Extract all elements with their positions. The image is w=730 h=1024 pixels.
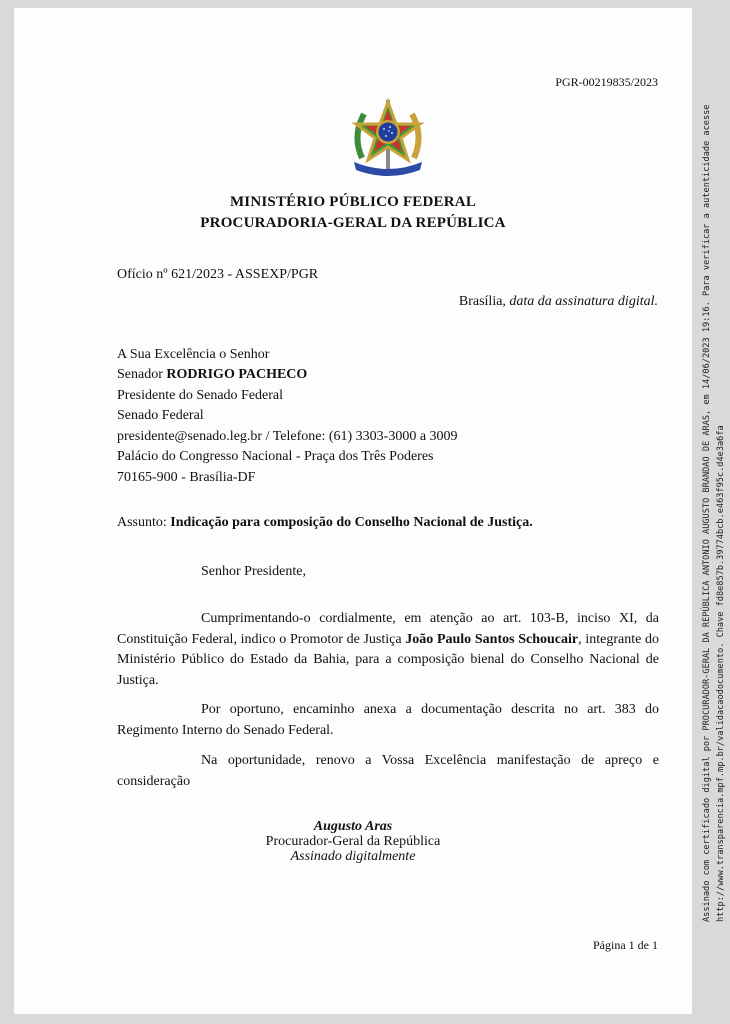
body-paragraph-2: Por oportuno, encaminho anexa a documentação descrita no art. 383 do Regimento Interno do Senado Federal. xyxy=(117,702,659,738)
body-paragraph-1 xyxy=(117,609,659,691)
subject-label: Assunto: xyxy=(117,515,171,530)
recipient-salutation: A Sua Excelência o Senhor xyxy=(117,347,270,362)
document-number: PGR-00219835/2023 xyxy=(555,75,658,89)
signatory-name: Augusto Aras xyxy=(313,819,393,834)
recipient-address: Palácio do Congresso Nacional - Praça dos Três Poderes xyxy=(117,449,434,464)
recipient-name-line xyxy=(117,367,307,383)
recipient-role: Presidente do Senado Federal xyxy=(117,388,284,403)
oficio-reference: Ofício nº 621/2023 - ASSEXP/PGR xyxy=(117,267,319,282)
subject-text: Indicação para composição do Conselho Nacional de Justiça. xyxy=(170,515,533,530)
brazil-coat-of-arms-icon xyxy=(348,96,428,180)
signatory-role: Procurador-Geral da República xyxy=(265,834,441,849)
recipient-organization: Senado Federal xyxy=(117,408,204,423)
subject-line xyxy=(117,515,533,531)
document-page xyxy=(14,8,692,1014)
institution-subname: PROCURADORIA-GERAL DA REPÚBLICA xyxy=(200,215,506,231)
date-text: data da assinatura digital. xyxy=(509,294,658,309)
page-number: Página 1 de 1 xyxy=(593,938,658,952)
institution-name: MINISTÉRIO PÚBLICO FEDERAL xyxy=(229,194,477,210)
verification-line-1: Assinado com certificado digital por PROCURADOR-GERAL DA REPÚBLICA ANTONIO AUGUSTO BRANDAO DE ARAS, em 14/06/2023 19:16. Para verificar a autenticidade acesse xyxy=(702,104,712,922)
recipient-name: RODRIGO PACHECO xyxy=(166,367,308,382)
nominee-name: João Paulo Santos Schoucair xyxy=(405,631,579,647)
body-paragraph-3: Na oportunidade, renovo a Vossa Excelência manifestação de apreço e consideração xyxy=(117,753,659,789)
recipient-postal: 70165-900 - Brasília-DF xyxy=(117,470,256,485)
recipient-title: Senador xyxy=(117,367,167,382)
signature-note: Assinado digitalmente xyxy=(290,849,416,864)
verification-line-2: http://www.transparencia.mpf.mp.br/validacaodocumento. Chave fd8e857b.39774bcb.e463f95c.d4e3a6fa xyxy=(716,425,726,922)
greeting: Senhor Presidente, xyxy=(201,564,306,579)
digital-signature-verification-note xyxy=(700,7,730,922)
recipient-contact: presidente@senado.leg.br / Telefone: (61) 3303-3000 a 3009 xyxy=(117,429,458,444)
paragraph-1-text-b: , integrante do Ministério Público do Estado da Bahia, para a composição bienal do Conselho Nacional de Justiça. xyxy=(117,631,659,688)
place-date xyxy=(459,294,658,310)
paragraph-1-text-a: Cumprimentando-o cordialmente, em atenção ao art. 103-B, inciso XI, da Constituição Federal, indico o Promotor de Justiça xyxy=(117,611,659,647)
place: Brasília, xyxy=(458,294,510,309)
